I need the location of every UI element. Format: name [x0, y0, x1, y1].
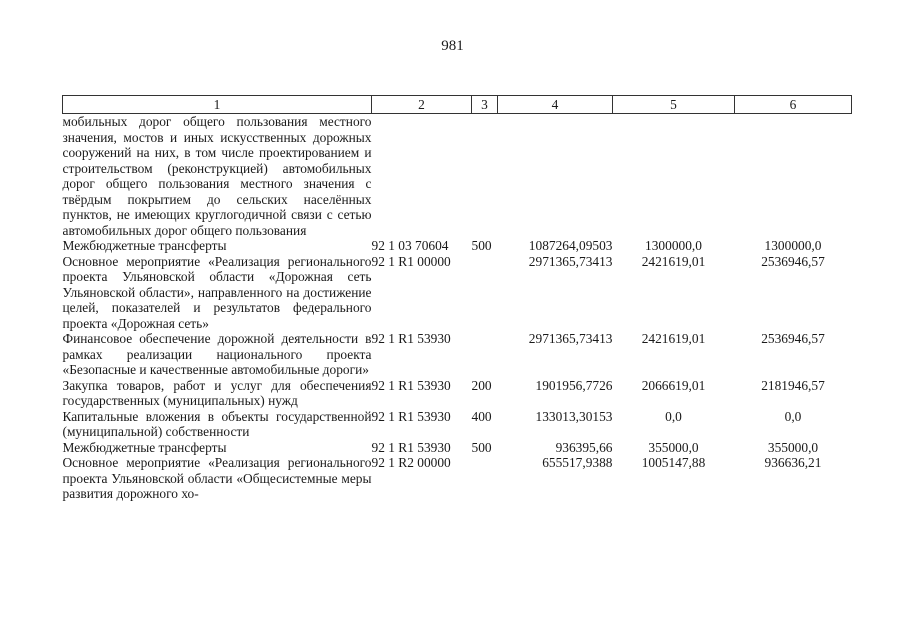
row-value-4: 2971365,73413 [528, 253, 613, 269]
table-row [63, 114, 852, 239]
row-name: Основное мероприятие «Реализация регионального проекта Ульяновской области «Дорожная сеть Ульяновской области», направленного на достижение целей, показателей и результатов федерального проекта «Дорожная сеть» [62, 253, 372, 331]
row-value-4 [498, 114, 613, 239]
row-value-5: 2421619,01 [641, 331, 706, 346]
row-code: 92 1 R1 53930 [371, 408, 451, 424]
row-code [372, 114, 472, 239]
row-expense-type: 500 [471, 439, 492, 455]
column-header-6: 6 [735, 96, 852, 114]
row-code: 92 1 R1 53930 [371, 331, 451, 346]
row-expense-type [472, 455, 498, 502]
table-row [63, 440, 852, 456]
row-value-6: 936636,21 [764, 455, 822, 470]
row-expense-type: 200 [471, 377, 492, 393]
row-value-5: 355000,0 [648, 439, 699, 455]
column-header-1: 1 [63, 96, 372, 114]
row-value-5: 0,0 [665, 408, 682, 424]
row-code: 92 1 R1 00000 [371, 253, 451, 269]
row-name: Межбюджетные трансферты [62, 439, 227, 455]
column-header-5: 5 [613, 96, 735, 114]
row-value-6: 2536946,57 [761, 331, 825, 346]
row-value-6: 0,0 [784, 408, 802, 424]
row-value-5: 1005147,88 [641, 455, 706, 470]
row-name: Межбюджетные трансферты [62, 238, 227, 253]
row-value-5: 2066619,01 [641, 377, 706, 393]
column-header-2: 2 [372, 96, 472, 114]
row-name: Закупка товаров, работ и услуг для обеспечения государственных (муниципальных) нужд [62, 377, 372, 408]
row-expense-type [472, 331, 498, 378]
row-value-6: 355000,0 [767, 439, 819, 455]
table-row [63, 409, 852, 440]
row-code: 92 1 03 70604 [371, 238, 449, 253]
table-row [63, 455, 852, 502]
row-expense-type [472, 114, 498, 239]
row-value-6: 1300000,0 [764, 238, 822, 253]
table-header-row [63, 96, 852, 114]
column-header-4: 4 [498, 96, 613, 114]
row-name: Финансовое обеспечение дорожной деятельности в рамках реализации национального проекта «Безопасные и качественные автомобильные дороги» [62, 331, 372, 377]
row-code: 92 1 R2 00000 [371, 455, 451, 470]
row-expense-type: 500 [471, 238, 492, 253]
row-value-6: 2181946,57 [761, 377, 825, 393]
row-code: 92 1 R1 53930 [371, 377, 451, 393]
row-value-4: 2971365,73413 [528, 331, 613, 346]
budget-table [62, 95, 852, 502]
column-header-3: 3 [472, 96, 498, 114]
row-value-4: 133013,30153 [535, 408, 613, 424]
row-value-4: 655517,9388 [542, 455, 613, 470]
row-value-5 [613, 114, 735, 239]
table-row [63, 238, 852, 254]
row-code: 92 1 R1 53930 [371, 439, 451, 455]
row-name: мобильных дорог общего пользования местного значения, мостов и иных искусственных дорожных сооружений на них, в том числе проектированием и строительством (реконструкцией) автомобильных дорог общего пользования местного значения с твёрдым покрытием до сельских населённых пунктов, не имеющих круглогодичной связи с сетью автомобильных дорог общего пользования [62, 114, 372, 238]
row-value-5: 1300000,0 [645, 238, 702, 253]
row-value-6: 2536946,57 [761, 253, 825, 269]
table-row [63, 254, 852, 332]
row-name: Капитальные вложения в объекты государственной (муниципальной) собственности [62, 408, 372, 439]
row-name: Основное мероприятие «Реализация регионального проекта Ульяновской области «Общесистемные меры развития дорожного хо- [62, 455, 372, 501]
page-number: 981 [441, 38, 464, 54]
row-value-6 [735, 114, 852, 239]
table-row [63, 378, 852, 409]
row-expense-type: 400 [471, 408, 492, 424]
row-value-4: 1901956,7726 [535, 377, 613, 393]
row-value-4: 1087264,09503 [528, 238, 613, 253]
row-expense-type [472, 254, 498, 332]
table-row [63, 331, 852, 378]
row-value-4: 936395,66 [555, 439, 613, 455]
row-value-5: 2421619,01 [641, 253, 706, 269]
